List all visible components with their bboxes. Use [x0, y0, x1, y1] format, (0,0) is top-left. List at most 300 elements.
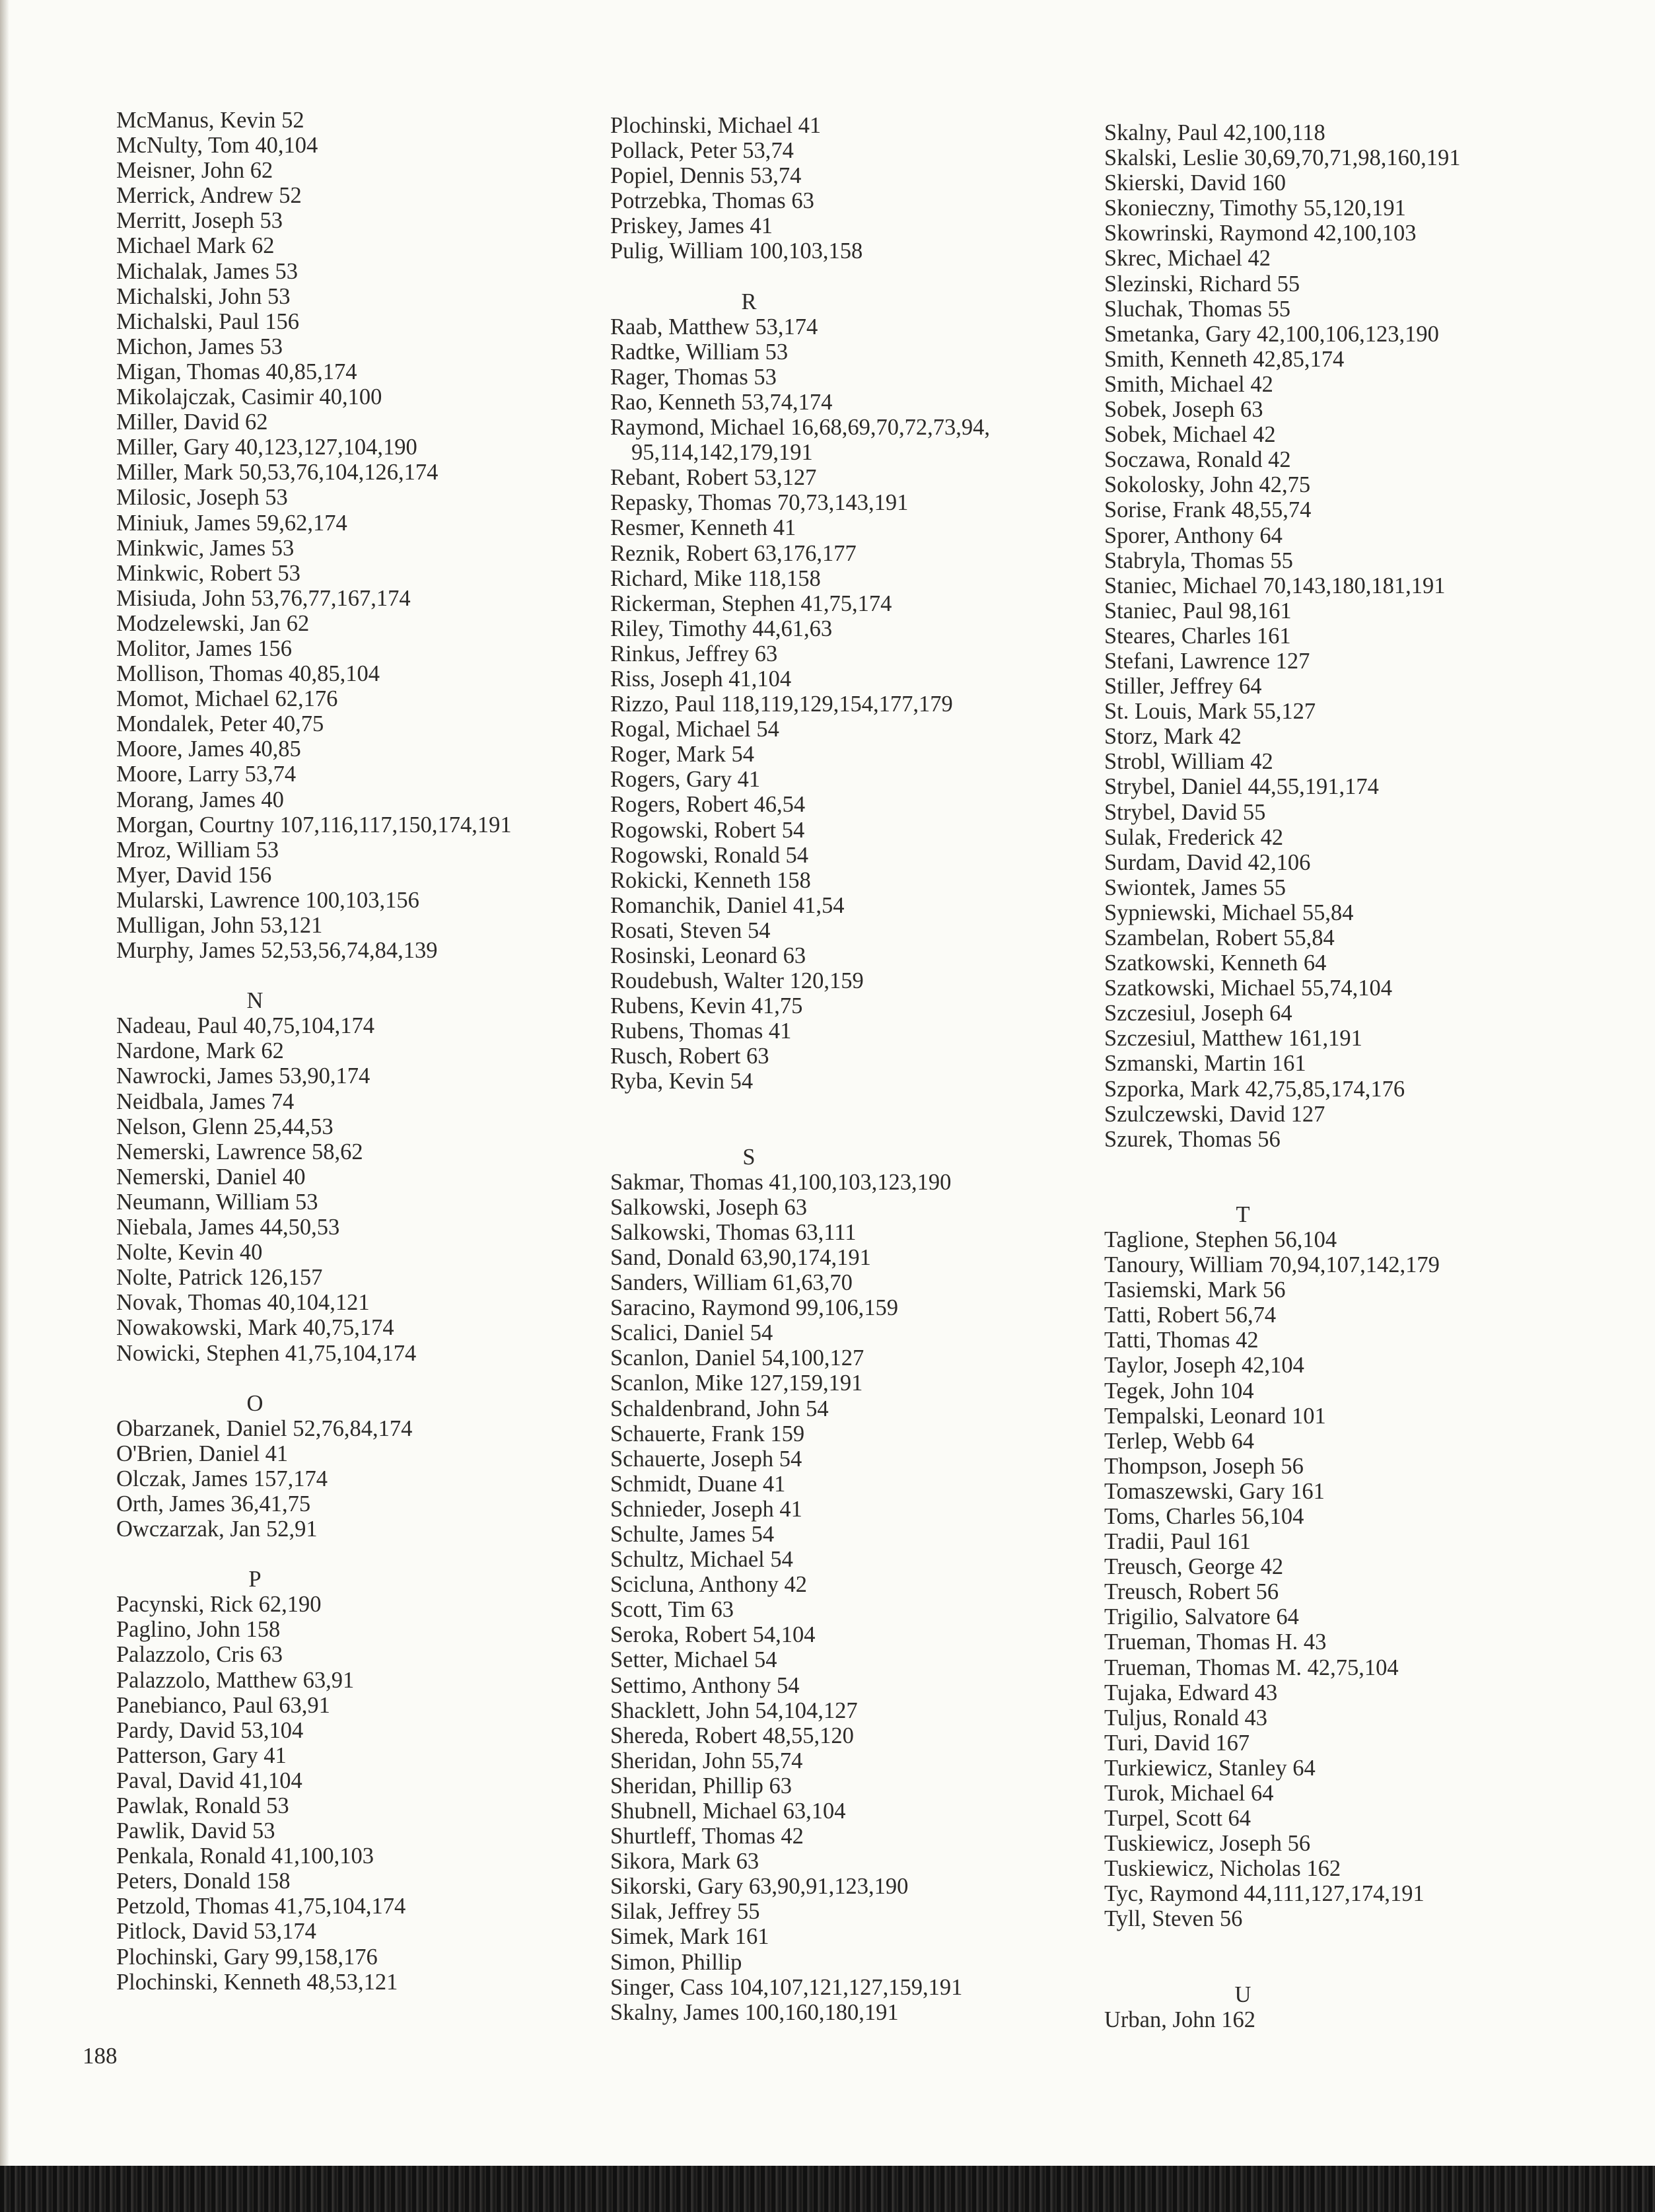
- index-entry-text: Potrzebka, Thomas 63: [610, 188, 814, 214]
- index-entry: [1104, 1026, 1553, 1051]
- index-entry: [610, 113, 1033, 138]
- index-entry: [116, 1668, 565, 1693]
- index-entry: [1104, 447, 1553, 472]
- index-entry-text: Rogers, Gary 41: [610, 767, 761, 793]
- index-entry-text: Sand, Donald 63,90,174,191: [610, 1244, 871, 1270]
- index-entry-text: Owczarzak, Jan 52,91: [116, 1516, 318, 1542]
- index-entry: [116, 1970, 565, 1995]
- index-entry: [610, 314, 1033, 339]
- index-entry: [1104, 1680, 1553, 1705]
- index-entry-text: Nelson, Glenn 25,44,53: [116, 1114, 334, 1139]
- index-entry-text: Schmidt, Duane 41: [610, 1471, 786, 1497]
- index-entry: [1104, 1102, 1553, 1127]
- index-entry: [116, 863, 565, 888]
- index-entry: [610, 641, 1033, 666]
- index-entry-text: Schauerte, Joseph 54: [610, 1446, 802, 1472]
- index-entry: [1104, 1378, 1553, 1404]
- index-entry: [116, 1013, 565, 1038]
- index-entry-text: Setter, Michael 54: [610, 1647, 777, 1673]
- index-entry: [610, 1069, 1033, 1094]
- index-entry-text: Mroz, William 53: [116, 837, 279, 863]
- index-entry: [116, 158, 565, 183]
- index-entry-text: Migan, Thomas 40,85,174: [116, 359, 357, 384]
- index-entry: [610, 1975, 1033, 2000]
- index-entry-text: Rosati, Steven 54: [610, 917, 771, 943]
- index-entry-text: Plochinski, Kenneth 48,53,121: [116, 1969, 398, 1995]
- index-entry: [116, 1215, 565, 1240]
- index-entry-text: Neumann, William 53: [116, 1189, 318, 1215]
- index-entry-text: Rinkus, Jeffrey 63: [610, 641, 778, 666]
- index-entry-text: Moore, James 40,85: [116, 736, 301, 762]
- index-entry: [610, 1799, 1033, 1824]
- index-entry: [116, 1491, 565, 1516]
- index-entry: [116, 1743, 565, 1768]
- index-entry: [1104, 825, 1553, 850]
- index-entry: [1104, 297, 1553, 322]
- index-entry-text: Miller, Gary 40,123,127,104,190: [116, 435, 417, 460]
- index-entry-text: Stiller, Jeffrey 64: [1104, 674, 1262, 699]
- index-entry: [116, 913, 565, 938]
- index-entry: [116, 108, 565, 133]
- index-entry: [116, 1843, 565, 1869]
- index-entry: [610, 1723, 1033, 1748]
- index-entry-text: Szczesiul, Joseph 64: [1104, 1001, 1292, 1026]
- index-entry: [610, 1748, 1033, 1773]
- index-entry: [116, 1869, 565, 1894]
- index-entry-text: Resmer, Kenneth 41: [610, 515, 796, 541]
- index-entry: [610, 1849, 1033, 1874]
- index-entry: [1104, 624, 1553, 649]
- index-entry-text: Treusch, George 42: [1104, 1554, 1284, 1580]
- index-entry: [1104, 1227, 1553, 1252]
- index-entry: [116, 1063, 565, 1088]
- index-entry-text: Treusch, Robert 56: [1104, 1579, 1279, 1605]
- index-entry-text: Taglione, Stephen 56,104: [1104, 1227, 1337, 1252]
- index-entry: [116, 1894, 565, 1919]
- index-entry-text: Slezinski, Richard 55: [1104, 271, 1300, 297]
- index-entry-text: Turkiewicz, Stanley 64: [1104, 1755, 1316, 1781]
- index-entry-text: Skrec, Michael 42: [1104, 246, 1271, 271]
- index-entry-text: Merrick, Andrew 52: [116, 183, 302, 209]
- index-entry: [116, 259, 565, 284]
- index-entry-text: Szurek, Thomas 56: [1104, 1126, 1281, 1152]
- index-entry-text: Strobl, William 42: [1104, 749, 1273, 775]
- index-entry-text: Stefani, Lawrence 127: [1104, 648, 1310, 674]
- index-column-2: [610, 113, 1033, 2025]
- index-entry-text: Palazzolo, Matthew 63,91: [116, 1667, 355, 1693]
- index-entry: [610, 818, 1033, 843]
- index-entry: [1104, 1353, 1553, 1378]
- index-entry: [116, 711, 565, 736]
- index-entry: [610, 1522, 1033, 1547]
- index-entry: [610, 717, 1033, 742]
- index-entry-text: Milosic, Joseph 53: [116, 485, 288, 511]
- index-entry: [610, 1270, 1033, 1295]
- index-entry-text: Murphy, James 52,53,56,74,84,139: [116, 938, 438, 964]
- index-entry-text: Sikorski, Gary 63,90,91,123,190: [610, 1874, 909, 1900]
- index-entry: [1104, 800, 1553, 825]
- index-entry: [1104, 2007, 1553, 2032]
- index-entry-text: Skalski, Leslie 30,69,70,71,98,160,191: [1104, 145, 1461, 171]
- index-entry-text: Morgan, Courtny 107,116,117,150,174,191: [116, 812, 512, 838]
- index-entry: [610, 1497, 1033, 1522]
- index-entry: [610, 692, 1033, 717]
- index-entry: [1104, 472, 1553, 497]
- index-entry: [1104, 976, 1553, 1001]
- index-entry-text: Palazzolo, Cris 63: [116, 1642, 283, 1668]
- index-entry-text: Urban, John 162: [1104, 2007, 1256, 2032]
- index-entry: [1104, 196, 1553, 221]
- index-entry: [610, 138, 1033, 163]
- index-entry: [116, 208, 565, 233]
- index-entry: [610, 1170, 1033, 1195]
- index-entry-text: Tyll, Steven 56: [1104, 1906, 1243, 1932]
- index-entry-text: Mikolajczak, Casimir 40,100: [116, 384, 382, 410]
- index-entry-text: Popiel, Dennis 53,74: [610, 163, 802, 189]
- index-entry-text: Pacynski, Rick 62,190: [116, 1592, 322, 1618]
- index-entry: [610, 943, 1033, 968]
- index-entry-text: Plochinski, Michael 41: [610, 113, 822, 138]
- index-entry-text: Saracino, Raymond 99,106,159: [610, 1295, 898, 1321]
- index-entry: [116, 1164, 565, 1190]
- index-entry-text: Novak, Thomas 40,104,121: [116, 1290, 370, 1316]
- index-entry-text: Meisner, John 62: [116, 158, 273, 184]
- index-entry: [610, 1371, 1033, 1396]
- index-entry: [116, 1592, 565, 1617]
- index-entry-text: Turok, Michael 64: [1104, 1781, 1274, 1806]
- index-entry: [116, 384, 565, 410]
- index-entry: [1104, 850, 1553, 875]
- index-entry-text: Shacklett, John 54,104,127: [610, 1697, 858, 1723]
- index-entry-text: Plochinski, Gary 99,158,176: [116, 1944, 378, 1970]
- scan-bottom-strip: [0, 2166, 1655, 2212]
- index-entry-text: Tegek, John 104: [1104, 1378, 1254, 1404]
- index-entry-text: Minkwic, James 53: [116, 535, 295, 561]
- index-entry: [1104, 1705, 1553, 1730]
- index-entry: [1104, 1454, 1553, 1479]
- index-entry: [610, 1044, 1033, 1069]
- index-entry: [1104, 1302, 1553, 1328]
- index-entry-text: Scicluna, Anthony 42: [610, 1572, 808, 1598]
- index-entry-text: Momot, Michael 62,176: [116, 686, 338, 712]
- index-entry: [1104, 221, 1553, 246]
- index-entry-text: Tujaka, Edward 43: [1104, 1680, 1278, 1705]
- index-entry-text: Sluchak, Thomas 55: [1104, 296, 1291, 322]
- index-entry-text: Petzold, Thomas 41,75,104,174: [116, 1894, 406, 1919]
- index-entry-text: Szatkowski, Michael 55,74,104: [1104, 976, 1392, 1001]
- index-entry: [116, 233, 565, 258]
- index-entry-text: Simon, Phillip: [610, 1949, 742, 1975]
- index-entry-text: Nowakowski, Mark 40,75,174: [116, 1315, 394, 1341]
- index-entry: [1104, 1077, 1553, 1102]
- index-entry-text: Tanoury, William 70,94,107,142,179: [1104, 1252, 1440, 1278]
- index-entry: [610, 1572, 1033, 1597]
- index-entry: [116, 1038, 565, 1063]
- index-entry: [610, 1899, 1033, 1924]
- index-entry-text: Skalny, Paul 42,100,118: [1104, 120, 1325, 145]
- index-entry: [116, 736, 565, 762]
- index-entry-text: Skonieczny, Timothy 55,120,191: [1104, 196, 1406, 221]
- index-entry: [1104, 749, 1553, 774]
- index-entry-text: Turpel, Scott 64: [1104, 1806, 1251, 1832]
- index-entry-text: Sheridan, John 55,74: [610, 1748, 803, 1773]
- index-entry-text: Smith, Michael 42: [1104, 371, 1273, 397]
- index-entry: [610, 666, 1033, 692]
- index-entry: [1104, 322, 1553, 347]
- index-entry-text: O'Brien, Daniel 41: [116, 1441, 289, 1466]
- index-entry-text: Reznik, Robert 63,176,177: [610, 540, 857, 566]
- index-entry-text: Paglino, John 158: [116, 1617, 281, 1643]
- index-entry: [116, 460, 565, 485]
- section-letter: U: [1234, 1981, 1251, 2007]
- index-entry-text: Strybel, David 55: [1104, 799, 1266, 825]
- index-entry-text: Skierski, David 160: [1104, 170, 1286, 196]
- index-entry: [610, 1396, 1033, 1421]
- index-entry-text: Scott, Tim 63: [610, 1597, 734, 1623]
- index-entry: [1104, 724, 1553, 749]
- index-entry-text: Michael Mark 62: [116, 233, 275, 259]
- index-entry: [610, 188, 1033, 213]
- index-entry-text: Nowicki, Stephen 41,75,104,174: [116, 1340, 417, 1366]
- index-column-3: [1104, 120, 1553, 2032]
- index-entry: [1104, 598, 1553, 624]
- index-entry-text: Rogowski, Robert 54: [610, 817, 805, 843]
- index-entry-text: Staniec, Paul 98,161: [1104, 598, 1292, 624]
- index-entry-text: Salkowski, Thomas 63,111: [610, 1219, 857, 1245]
- index-entry-text: Peters, Donald 158: [116, 1869, 291, 1894]
- index-entry: [116, 1089, 565, 1114]
- index-entry-text: Patterson, Gary 41: [116, 1742, 287, 1768]
- index-entry: [116, 1341, 565, 1366]
- index-entry: [116, 636, 565, 661]
- index-entry-text: Modzelewski, Jan 62: [116, 610, 310, 636]
- index-entry: [1104, 271, 1553, 297]
- index-entry: [1104, 1604, 1553, 1629]
- index-entry-text: Pardy, David 53,104: [116, 1717, 304, 1743]
- section-letter: T: [1236, 1201, 1250, 1227]
- index-entry-text: Sakmar, Thomas 41,100,103,123,190: [610, 1169, 952, 1195]
- index-entry: [1104, 497, 1553, 522]
- index-entry: [1104, 1856, 1553, 1881]
- index-entry: [116, 511, 565, 536]
- index-entry: [610, 339, 1033, 365]
- index-entry: [116, 435, 565, 460]
- index-entry-text: Roudebush, Walter 120,159: [610, 968, 864, 994]
- index-entry-text: Tuljus, Ronald 43: [1104, 1705, 1267, 1730]
- index-entry: [1104, 170, 1553, 196]
- index-entry-continuation: 95,114,142,179,191: [631, 440, 813, 466]
- index-entry-text: Rosinski, Leonard 63: [610, 943, 806, 968]
- index-entry-text: Riley, Timothy 44,61,63: [610, 616, 833, 641]
- index-entry-text: Pawlik, David 53: [116, 1818, 275, 1844]
- index-entry: [610, 1421, 1033, 1446]
- index-entry-text: Niebala, James 44,50,53: [116, 1215, 340, 1240]
- index-entry-text: Mularski, Lawrence 100,103,156: [116, 887, 419, 913]
- index-entry: [116, 1919, 565, 1944]
- index-entry-text: Rager, Thomas 53: [610, 364, 777, 390]
- index-entry-text: Sporer, Anthony 64: [1104, 522, 1283, 548]
- index-entry: [610, 843, 1033, 868]
- index-entry-text: Swiontek, James 55: [1104, 874, 1286, 900]
- index-entry: [1104, 372, 1553, 397]
- index-entry: [610, 541, 1033, 566]
- index-entry-text: Shurtleff, Thomas 42: [610, 1824, 804, 1849]
- index-entry: [116, 1190, 565, 1215]
- index-entry-text: Richard, Mike 118,158: [610, 565, 821, 591]
- index-entry-text: Moore, Larry 53,74: [116, 762, 297, 787]
- index-entry: [116, 1290, 565, 1315]
- index-entry: [1104, 1404, 1553, 1429]
- index-column-1: [116, 108, 565, 1995]
- index-entry-text: Szatkowski, Kenneth 64: [1104, 950, 1327, 976]
- index-entry-text: Szmanski, Martin 161: [1104, 1051, 1306, 1077]
- index-entry: [116, 1139, 565, 1164]
- index-entry-text: Trigilio, Salvatore 64: [1104, 1604, 1299, 1630]
- index-entry-text: Schulte, James 54: [610, 1521, 775, 1547]
- index-entry: [116, 1693, 565, 1718]
- index-entry-text: Rubens, Thomas 41: [610, 1018, 792, 1044]
- index-entry-text: Trueman, Thomas M. 42,75,104: [1104, 1655, 1399, 1680]
- index-entry: [610, 993, 1033, 1018]
- index-entry-text: Miller, David 62: [116, 410, 268, 435]
- index-entry: [1104, 1756, 1553, 1781]
- index-entry-text: Michalski, Paul 156: [116, 308, 299, 334]
- index-entry-text: Tatti, Thomas 42: [1104, 1328, 1259, 1353]
- index-entry: [610, 1924, 1033, 1949]
- index-entry: [610, 1622, 1033, 1647]
- index-entry: [610, 1673, 1033, 1698]
- index-entry-text: Tempalski, Leonard 101: [1104, 1403, 1326, 1429]
- index-entry-text: Smith, Kenneth 42,85,174: [1104, 346, 1345, 372]
- index-entry: [1104, 1127, 1553, 1152]
- index-entry-text: Schnieder, Joseph 41: [610, 1496, 802, 1522]
- index-entry-text: Raymond, Michael 16,68,69,70,72,73,94,: [610, 415, 990, 441]
- index-entry-text: Sokolosky, John 42,75: [1104, 472, 1311, 498]
- index-entry: [1104, 1655, 1553, 1680]
- index-entry-text: Simek, Mark 161: [610, 1924, 769, 1950]
- index-entry: [116, 1416, 565, 1441]
- index-entry-text: Sheridan, Phillip 63: [610, 1773, 792, 1799]
- index-entry-text: Sobek, Joseph 63: [1104, 397, 1263, 423]
- index-entry-text: Olczak, James 157,174: [116, 1466, 328, 1491]
- index-entry-text: Tyc, Raymond 44,111,127,174,191: [1104, 1881, 1425, 1907]
- index-entry: [610, 238, 1033, 264]
- index-entry: [1104, 674, 1553, 699]
- index-entry-text: Shubnell, Michael 63,104: [610, 1799, 846, 1824]
- index-entry: [610, 213, 1033, 238]
- index-entry-text: Strybel, Daniel 44,55,191,174: [1104, 774, 1379, 800]
- index-entry-text: Rebant, Robert 53,127: [610, 465, 817, 491]
- index-entry-text: Romanchik, Daniel 41,54: [610, 892, 845, 918]
- index-entry: [116, 787, 565, 812]
- index-entry: [610, 767, 1033, 792]
- index-entry: [610, 1320, 1033, 1345]
- index-entry-text: Radtke, William 53: [610, 339, 789, 365]
- index-entry-text: Seroka, Robert 54,104: [610, 1622, 816, 1648]
- index-entry: [610, 163, 1033, 188]
- section-letter: N: [246, 988, 264, 1014]
- index-entry-text: Tatti, Robert 56,74: [1104, 1302, 1277, 1328]
- index-entry-text: Riss, Joseph 41,104: [610, 666, 792, 692]
- index-entry: [116, 1114, 565, 1139]
- index-entry: [610, 616, 1033, 641]
- index-entry: [610, 1472, 1033, 1497]
- index-entry-text: Pollack, Peter 53,74: [610, 138, 794, 164]
- index-entry-text: Singer, Cass 104,107,121,127,159,191: [610, 1974, 963, 2000]
- index-entry: [1104, 875, 1553, 900]
- index-entry: [116, 938, 565, 963]
- index-entry-text: Michalski, John 53: [116, 283, 291, 309]
- index-entry-text: Minkwic, Robert 53: [116, 560, 300, 586]
- index-entry-text: Nolte, Patrick 126,157: [116, 1265, 323, 1291]
- index-entry: [116, 812, 565, 838]
- index-entry: [1104, 347, 1553, 372]
- index-entry: [1104, 950, 1553, 976]
- index-entry: [116, 359, 565, 384]
- index-entry: [610, 742, 1033, 767]
- index-entry-text: Orth, James 36,41,75: [116, 1491, 311, 1516]
- index-entry: [116, 686, 565, 711]
- index-entry: [1104, 1529, 1553, 1554]
- index-entry-text: Szczesiul, Matthew 161,191: [1104, 1026, 1362, 1052]
- index-entry: [1104, 1277, 1553, 1302]
- index-entry: [116, 1818, 565, 1843]
- section-letter: S: [742, 1144, 756, 1170]
- index-entry: [610, 365, 1033, 390]
- index-entry: [1104, 1906, 1553, 1931]
- index-entry: [1104, 246, 1553, 271]
- index-entry-text: McManus, Kevin 52: [116, 108, 304, 133]
- index-entry-text: Szporka, Mark 42,75,85,174,176: [1104, 1076, 1405, 1102]
- index-entry: [610, 1345, 1033, 1371]
- index-entry-text: Smetanka, Gary 42,100,106,123,190: [1104, 321, 1439, 347]
- index-entry-text: Pulig, William 100,103,158: [610, 238, 863, 264]
- index-entry-text: Storz, Mark 42: [1104, 724, 1242, 750]
- index-entry-text: Tradii, Paul 161: [1104, 1529, 1251, 1555]
- index-entry: [116, 561, 565, 586]
- index-entry-text: Miniuk, James 59,62,174: [116, 510, 347, 536]
- index-entry-text: Sobek, Michael 42: [1104, 422, 1276, 448]
- index-entry: [610, 1950, 1033, 1975]
- index-entry-text: Terlep, Webb 64: [1104, 1428, 1254, 1454]
- index-entry-text: Priskey, James 41: [610, 213, 773, 239]
- index-entry-text: Trueman, Thomas H. 43: [1104, 1629, 1327, 1655]
- index-entry-text: Sanders, William 61,63,70: [610, 1270, 853, 1296]
- index-entry: [610, 868, 1033, 893]
- index-entry: [116, 1642, 565, 1667]
- index-entry-text: Nawrocki, James 53,90,174: [116, 1063, 370, 1089]
- index-entry-text: Sikora, Mark 63: [610, 1849, 759, 1874]
- index-entry: [1104, 900, 1553, 925]
- index-entry: [116, 183, 565, 208]
- index-entry-text: Panebianco, Paul 63,91: [116, 1692, 330, 1718]
- index-entry-text: Tasiemski, Mark 56: [1104, 1277, 1286, 1303]
- index-entry: [116, 1768, 565, 1793]
- index-entry-text: Rogers, Robert 46,54: [610, 792, 806, 818]
- index-entry: [1104, 397, 1553, 422]
- index-entry-text: Tuskiewicz, Joseph 56: [1104, 1831, 1311, 1857]
- section-letter: O: [246, 1390, 264, 1416]
- index-entry: [116, 611, 565, 636]
- index-entry-text: Misiuda, John 53,76,77,167,174: [116, 585, 411, 611]
- index-entry-text: St. Louis, Mark 55,127: [1104, 699, 1316, 725]
- index-entry: [610, 968, 1033, 993]
- index-entry: [1104, 1328, 1553, 1353]
- index-entry-text: Mondalek, Peter 40,75: [116, 711, 324, 737]
- index-entry-text: Rizzo, Paul 118,119,129,154,177,179: [610, 692, 953, 717]
- index-entry: [1104, 1479, 1553, 1504]
- index-entry: [1104, 1730, 1553, 1756]
